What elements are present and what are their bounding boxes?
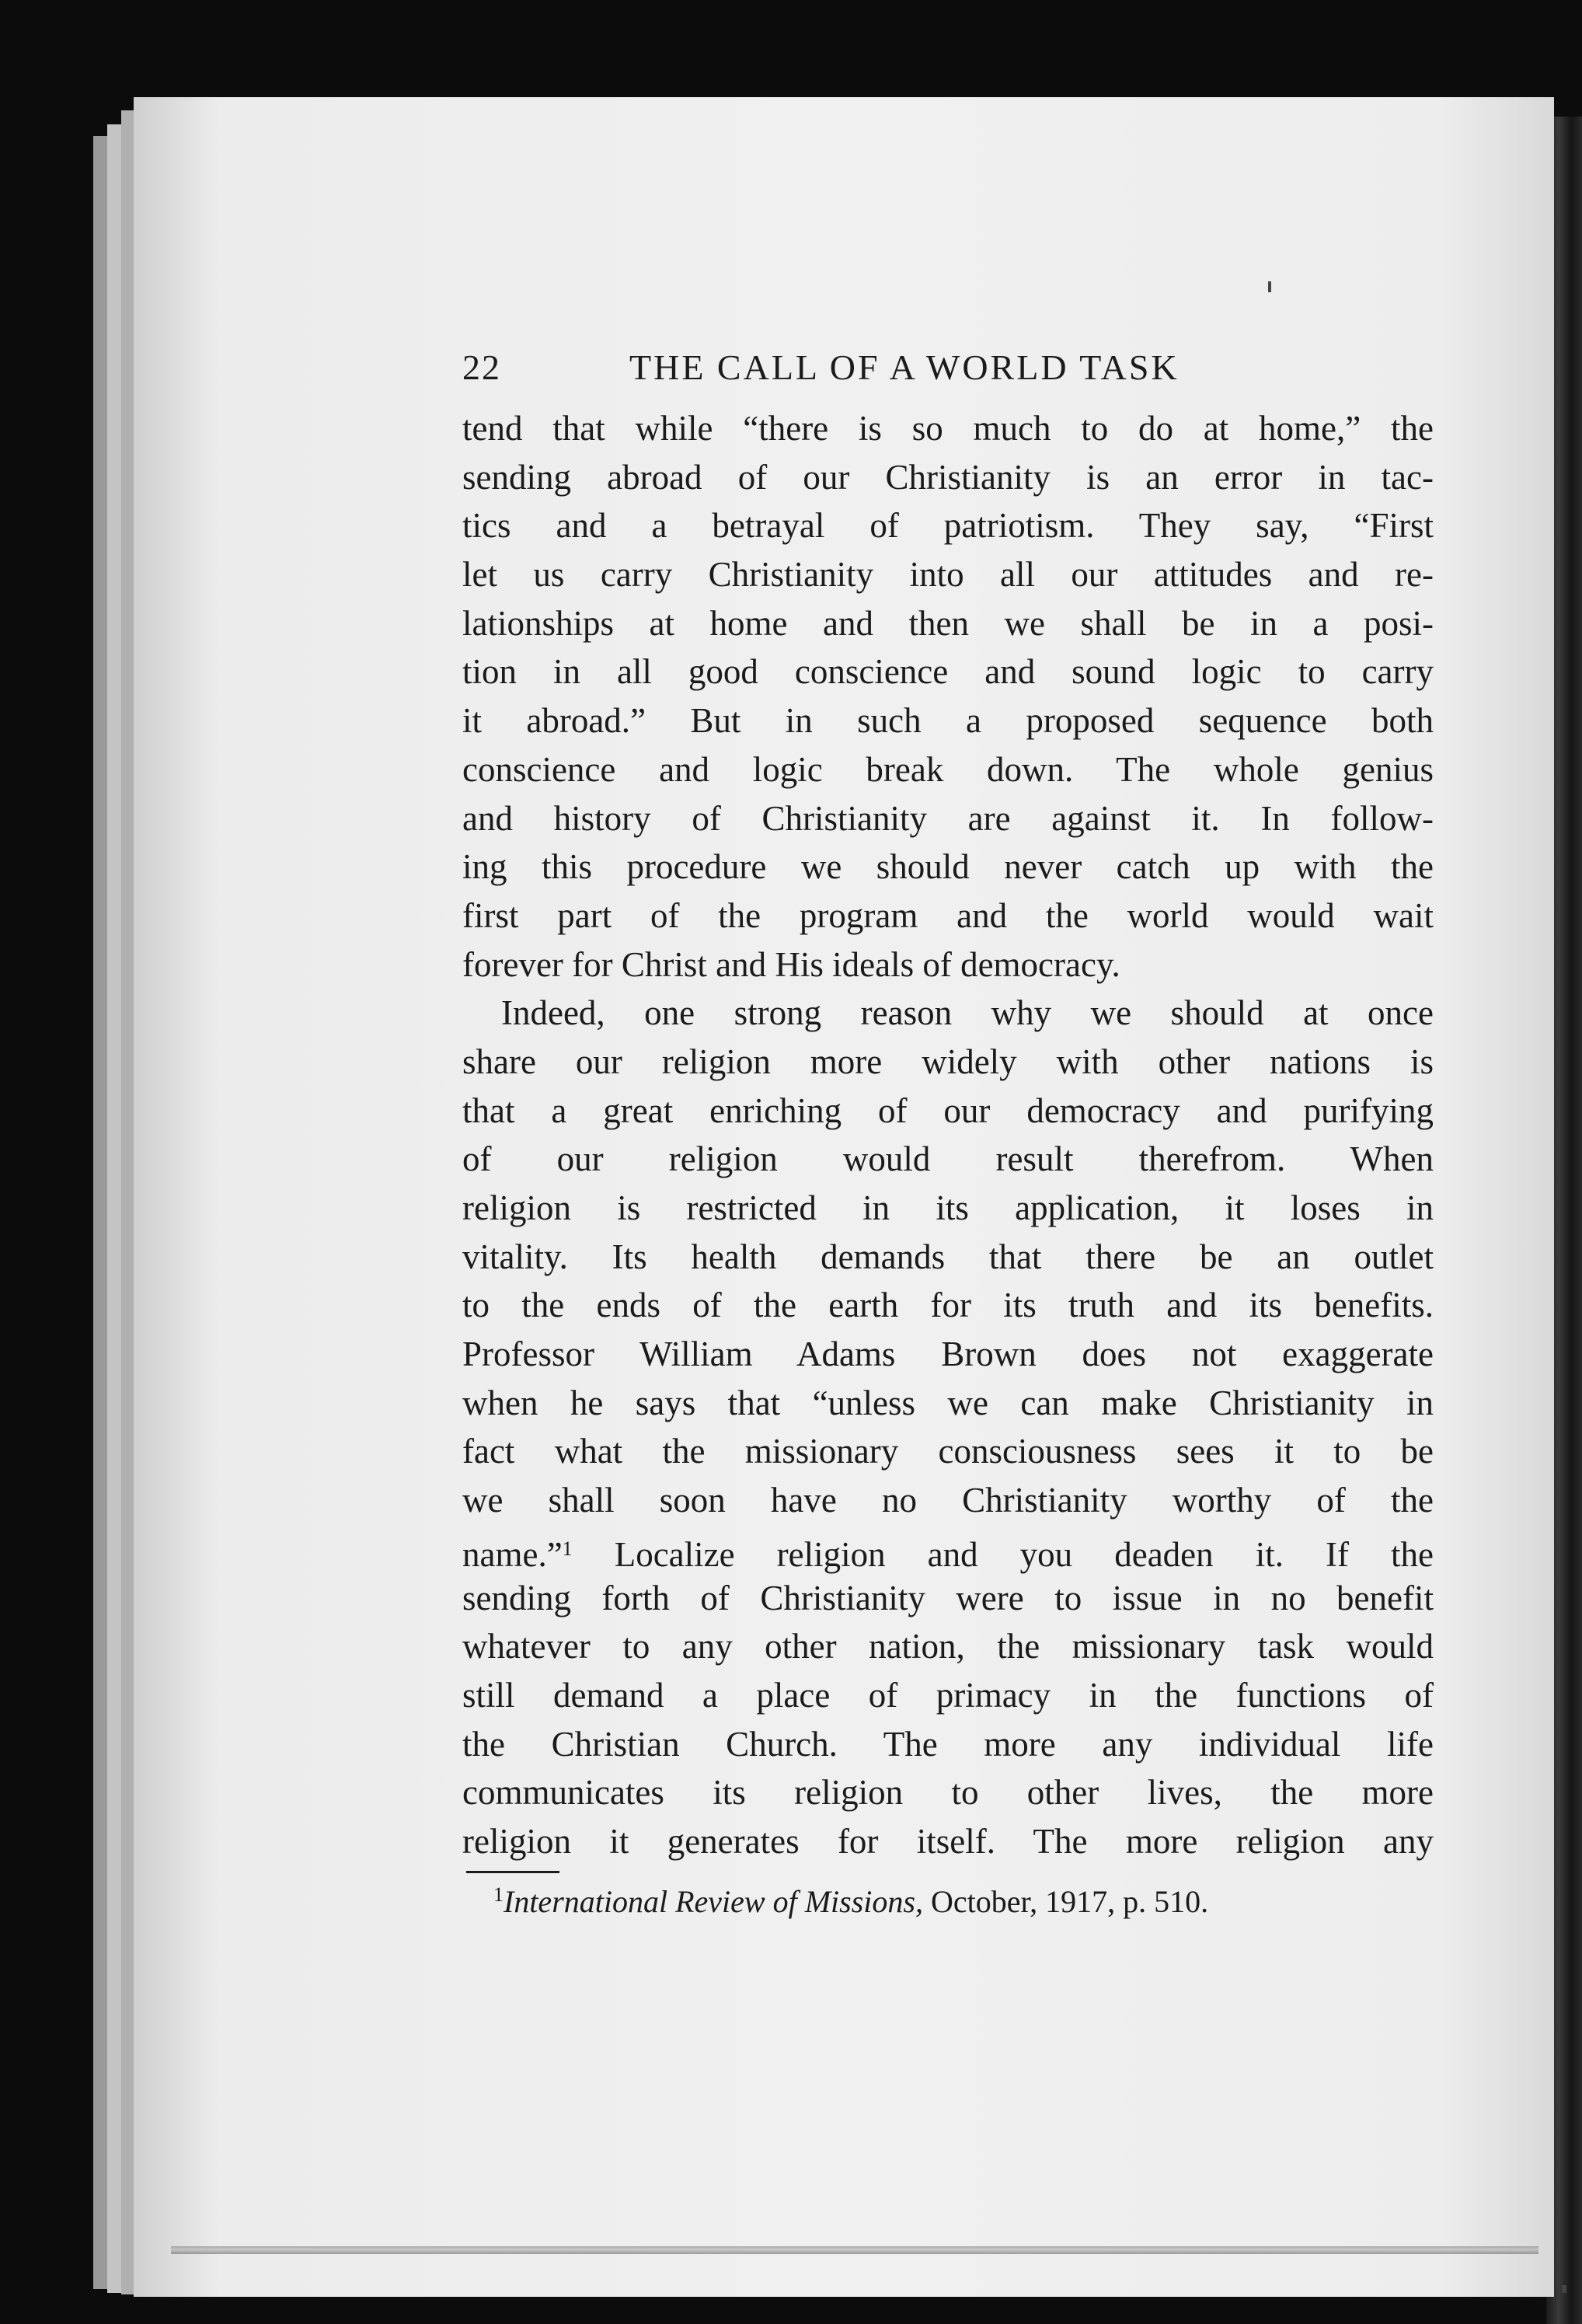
text-line: vitality. Its health demands that there be an outlet <box>462 1237 1434 1276</box>
text-line: to the ends of the earth for its truth and its benefits. <box>462 1286 1434 1325</box>
text-line: sending abroad of our Christianity is an error in tac- <box>462 457 1434 497</box>
text-line: Professor William Adams Brown does not exaggerate <box>462 1335 1434 1374</box>
text-line: when he says that “unless we can make Christianity in <box>462 1383 1434 1422</box>
text-line: lationships at home and then we shall be in a posi- <box>462 603 1434 643</box>
page-number: 22 <box>462 347 501 387</box>
dust-speck <box>1562 2285 1566 2293</box>
page-text <box>462 326 1434 1924</box>
text-line: of our religion would result therefrom. When <box>462 1139 1434 1179</box>
running-header <box>462 326 1434 404</box>
text-line: conscience and logic break down. The whole genius <box>462 749 1434 789</box>
text-line: we shall soon have no Christianity worthy of the <box>462 1481 1434 1520</box>
running-title: THE CALL OF A WORLD TASK <box>629 347 1180 387</box>
text-line: still demand a place of primacy in the functions of <box>462 1675 1434 1715</box>
text-line: tics and a betrayal of patriotism. They say, “First <box>462 506 1434 546</box>
text-line: and history of Christianity are against it. In follow- <box>462 798 1434 838</box>
text-line-with-note <box>462 1525 1434 1574</box>
footnote-source-title: International Review of Missions, <box>504 1883 923 1919</box>
text-line: religion it generates for itself. The more religion any <box>462 1821 1434 1861</box>
text-line: share our religion more widely with other nations is <box>462 1042 1434 1081</box>
text-line: tion in all good conscience and sound logic to carry <box>462 652 1434 692</box>
text-line: Indeed, one strong reason why we should at once <box>501 993 1434 1033</box>
text-line: first part of the program and the world would wait <box>462 895 1434 935</box>
text-line: it abroad.” But in such a proposed sequence both <box>462 701 1434 741</box>
text-line: that a great enriching of our democracy and purifying <box>462 1090 1434 1130</box>
text-line: tend that while “there is so much to do at home,” the <box>462 409 1434 448</box>
dust-speck <box>1268 281 1271 292</box>
text-line: whatever to any other nation, the missionary task would <box>462 1627 1434 1666</box>
paragraph-2 <box>462 989 1434 1865</box>
text-line: sending forth of Christianity were to issue in no benefit <box>462 1578 1434 1617</box>
text-fragment: Localize religion and you deaden it. If the <box>572 1534 1434 1574</box>
footnote-marker: 1 <box>493 1883 504 1906</box>
text-line: fact what the missionary consciousness sees it to be <box>462 1432 1434 1471</box>
text-line: ing this procedure we should never catch up with the <box>462 847 1434 887</box>
footnote-reference: 1 <box>562 1537 573 1560</box>
text-line: forever for Christ and His ideals of democracy. <box>462 944 1120 984</box>
paragraph-1 <box>462 404 1434 989</box>
footnote <box>493 1873 1434 1924</box>
page-bottom-edge <box>171 2246 1538 2254</box>
text-line: religion is restricted in its application, it loses in <box>462 1188 1434 1227</box>
text-fragment: name.” <box>462 1534 563 1574</box>
text-line: let us carry Christianity into all our attitudes and re- <box>462 555 1434 595</box>
text-line: communicates its religion to other lives, the more <box>462 1773 1434 1813</box>
footnote-details: October, 1917, p. 510. <box>922 1883 1209 1919</box>
text-line: the Christian Church. The more any individual life <box>462 1724 1434 1764</box>
